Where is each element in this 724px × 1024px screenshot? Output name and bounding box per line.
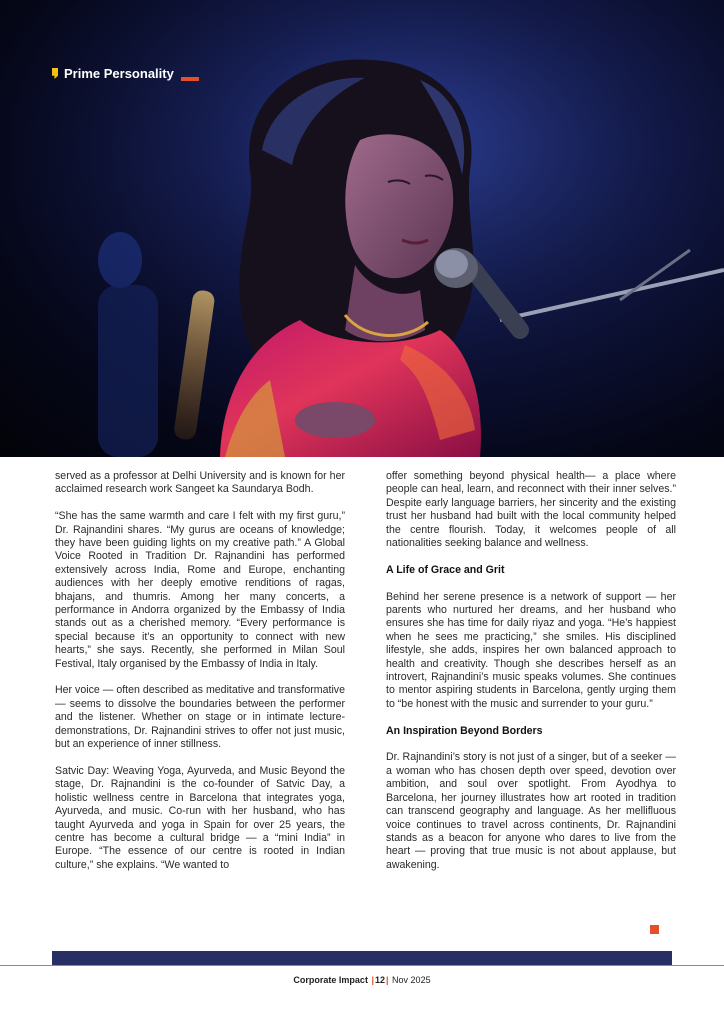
subheading-grace-and-grit: A Life of Grace and Grit (386, 563, 505, 576)
section-tag-icon (52, 68, 58, 79)
publication-name: Corporate Impact (293, 975, 368, 985)
page-footer (0, 975, 724, 985)
section-tag-underline (181, 77, 199, 81)
article-paragraph: Her voice — often described as meditative and transformative — seems to dissolve the boundaries between the performer and the listener. Whether on stage or in intimate lecture-demonstrations, Dr. Rajnandini strives to offer not just music, but an experience of inner stillness. (55, 684, 345, 751)
footer-band (52, 951, 672, 965)
article-left-column (55, 470, 345, 886)
subheading-inspiration: An Inspiration Beyond Borders (386, 724, 543, 737)
article-paragraph: Satvic Day: Weaving Yoga, Ayurveda, and Music Beyond the stage, Dr. Rajnandini is the co-founder of Satvic Day, a holistic wellness centre in Barcelona that integrates yoga, Ayurveda, and music. Co-run with her husband, who has taught Ayurveda and yoga in Spain for over 25 years, the centre has become a cultural bridge — a “mini India” in Europe. “The essence of our centre is rooted in Indian culture,” she explains. “We wanted to (55, 764, 345, 871)
article-paragraph: “She has the same warmth and care I felt with my first guru,” Dr. Rajnandini shares. “My gurus are oceans of knowledge; they have been guiding lights on my creative path.” A Global Voice Rooted in Tradition Dr. Rajnandini has performed extensively across India, Rome and Europe, enchanting audiences with her deeply emotive renditions of ragas, bhajans, and thumris. Among her many concerts, a performance in Andorra organized by the Embassy of India stands out as a cherished memory. “Every performance is special because it’s an opportunity to connect with new hearts,” she says. Recently, she performed in Milan Soul Festival, Italy organised by the Embassy of India in Italy. (55, 510, 345, 670)
footer-rule (0, 965, 724, 966)
article-right-column (386, 470, 676, 886)
page-number: 12 (374, 975, 385, 985)
article-paragraph: Dr. Rajnandini’s story is not just of a singer, but of a seeker — a woman who has chosen depth over speed, devotion over ambition, and soul over spotlight. From Ayodhya to Barcelona, her journey illustrates how art rooted in tradition can transcend geography and language. As her mellifluous voice continues to travel across continents, Dr. Rajnandini stands as a beacon for anyone who dares to live from the heart — proving that true music is not about applause, but awakening. (386, 751, 676, 871)
hero-photo (0, 0, 724, 457)
section-tag (52, 66, 199, 81)
article-paragraph: offer something beyond physical health— a place where people can heal, learn, and reconnect with their inner selves.” Despite early language barriers, her sincerity and the existing trust her husband had built with the local community helped the centre flourish. Today, it welcomes people of all nationalities seeking balance and wellness. (386, 470, 676, 550)
footer-separator: | (386, 975, 389, 985)
issue-date: Nov 2025 (392, 975, 431, 985)
article-paragraph: Behind her serene presence is a network of support — her parents who nurtured her dreams, and her husband who ensures she has time for daily riyaz and yoga. “He’s happiest when he sees me practicing,” she smiles. His disciplined lifestyle, she adds, inspires her own balanced approach to health and creativity. Though she describes herself as an introvert, Rajnandini’s music speaks volumes. She continues to mentor aspiring students in Barcelona, gently urging them to “be honest with the music and surrender to your guru.” (386, 590, 676, 710)
section-tag-label: Prime Personality (64, 66, 174, 81)
article-paragraph: served as a professor at Delhi University and is known for her acclaimed research work Sangeet ka Saundarya Bodh. (55, 470, 345, 496)
article-end-mark (650, 925, 659, 934)
footer-separator: | (371, 975, 374, 985)
